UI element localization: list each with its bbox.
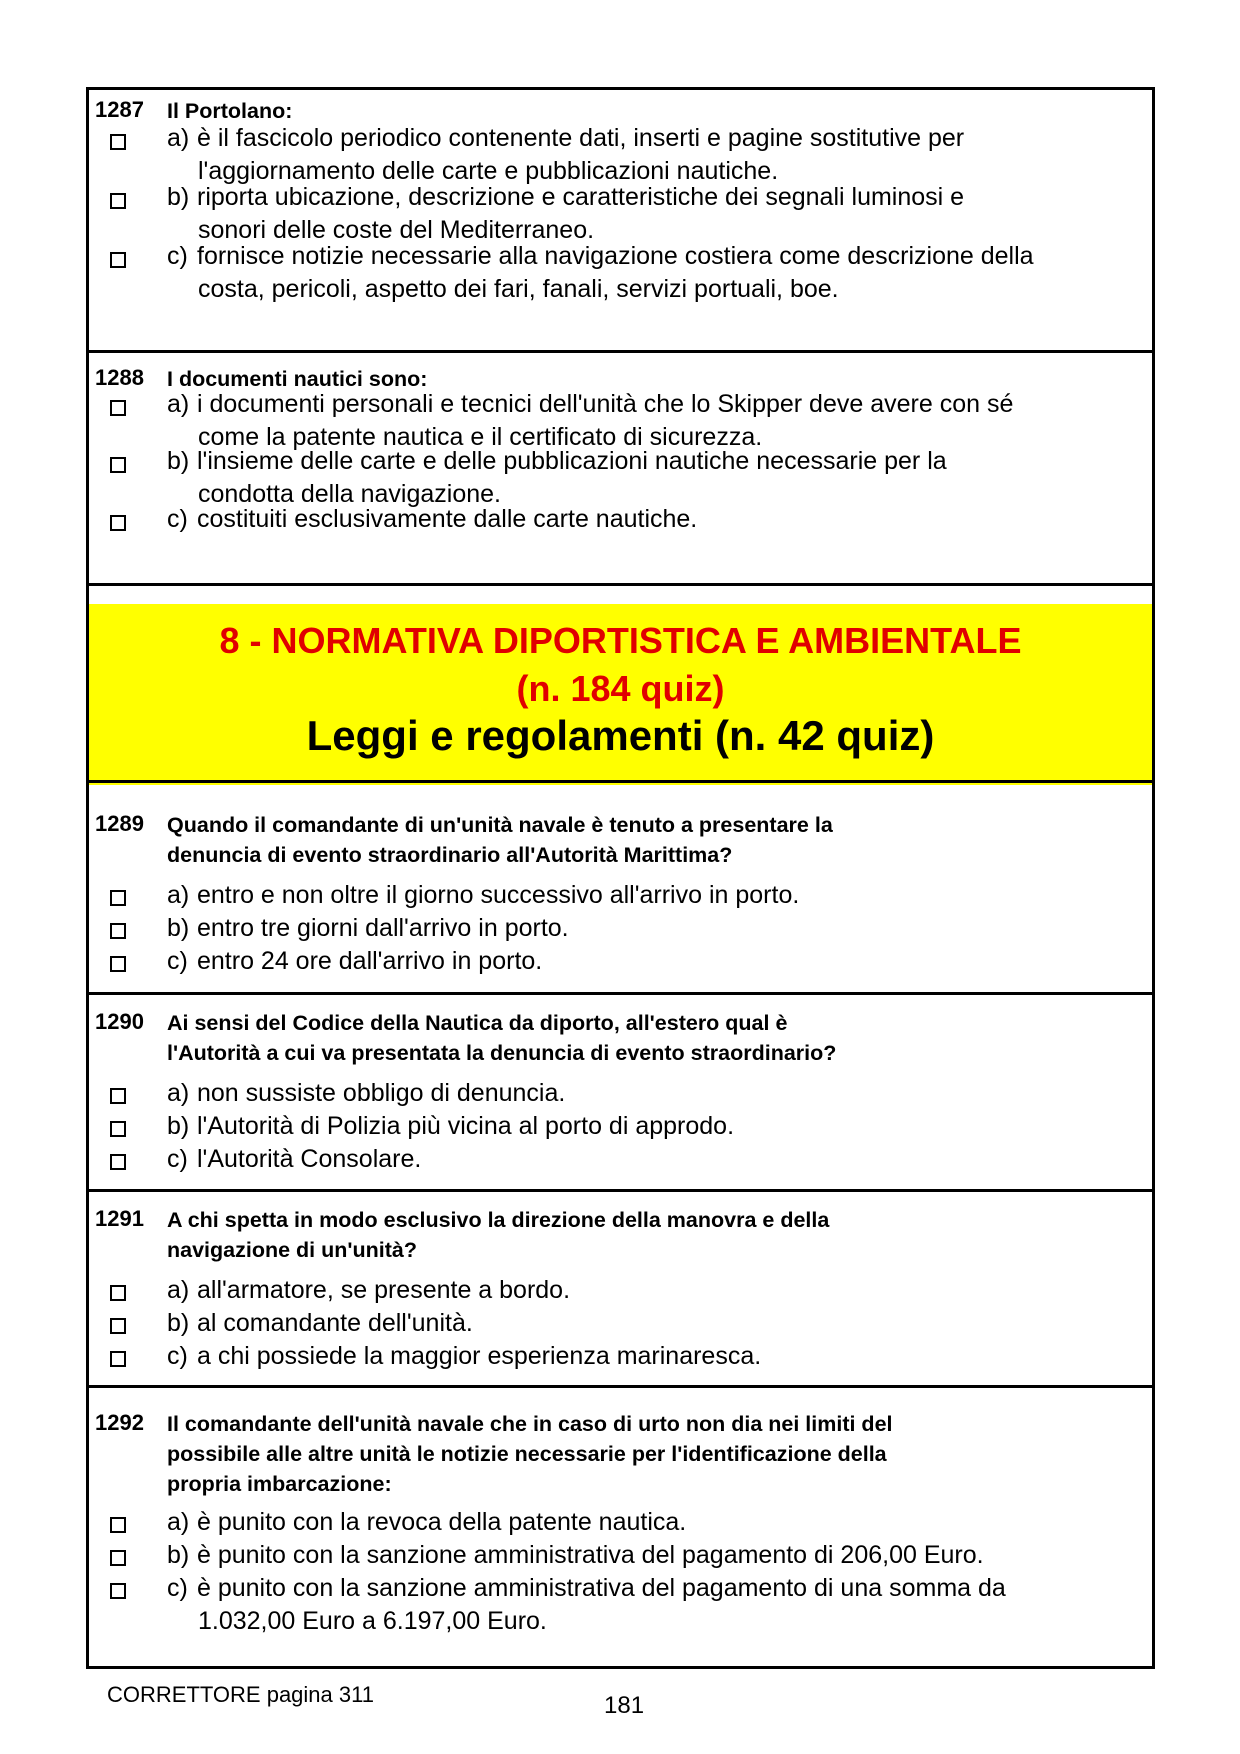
answer-checkbox-a[interactable] bbox=[110, 134, 126, 150]
option-a: a) non sussiste obbligo di denuncia. bbox=[167, 1079, 566, 1107]
section-title: 8 - NORMATIVA DIPORTISTICA E AMBIENTALE bbox=[219, 620, 1022, 661]
option-b: b) l'Autorità di Polizia più vicina al porto di approdo. bbox=[167, 1112, 735, 1140]
answer-checkbox-a[interactable] bbox=[110, 400, 126, 416]
question-text: I documenti nautici sono: bbox=[167, 367, 428, 391]
answer-checkbox-b[interactable] bbox=[110, 193, 126, 209]
answer-checkbox-c[interactable] bbox=[110, 1351, 126, 1367]
answer-checkbox-a[interactable] bbox=[110, 1517, 126, 1533]
question-number: 1289 bbox=[95, 811, 144, 836]
option-a: a) i documenti personali e tecnici dell'unità che lo Skipper deve avere con sé come la patente nautica e il certificato di sicurezza. bbox=[167, 390, 1014, 451]
divider bbox=[89, 1189, 1152, 1192]
question-number: 1291 bbox=[95, 1206, 144, 1231]
subsection-title: Leggi e regolamenti (n. 42 quiz) bbox=[306, 712, 935, 759]
option-b: b) l'insieme delle carte e delle pubblicazioni nautiche necessarie per la condotta della navigazione. bbox=[167, 447, 947, 508]
section-count: (n. 184 quiz) bbox=[516, 668, 725, 709]
question-number: 1290 bbox=[95, 1009, 144, 1034]
footer-answer-key-ref: CORRETTORE pagina 311 bbox=[107, 1682, 374, 1707]
question-number: 1287 bbox=[95, 97, 144, 122]
section-banner bbox=[89, 604, 1152, 785]
answer-checkbox-b[interactable] bbox=[110, 1550, 126, 1566]
answer-checkbox-b[interactable] bbox=[110, 1318, 126, 1334]
answer-checkbox-c[interactable] bbox=[110, 956, 126, 972]
question-number: 1288 bbox=[95, 365, 144, 390]
option-b: b) riporta ubicazione, descrizione e caratteristiche dei segnali luminosi e sonori delle coste del Mediterraneo. bbox=[167, 183, 965, 244]
question-text: A chi spetta in modo esclusivo la direzione della manovra e della navigazione di un'unità? bbox=[167, 1208, 830, 1262]
answer-checkbox-c[interactable] bbox=[110, 515, 126, 531]
question-text: Il comandante dell'unità navale che in caso di urto non dia nei limiti del possibile alle altre unità le notizie necessarie per l'identificazione della propria imbarcazione: bbox=[167, 1412, 893, 1496]
option-c: c) è punito con la sanzione amministrativa del pagamento di una somma da 1.032,00 Euro a 6.197,00 Euro. bbox=[167, 1574, 1006, 1635]
answer-checkbox-a[interactable] bbox=[110, 890, 126, 906]
divider bbox=[89, 583, 1152, 586]
quiz-frame bbox=[86, 87, 1155, 1669]
option-c: c) a chi possiede la maggior esperienza marinaresca. bbox=[167, 1342, 762, 1370]
question-text: Quando il comandante di un'unità navale è tenuto a presentare la denuncia di evento straordinario all'Autorità Marittima? bbox=[167, 813, 833, 867]
answer-checkbox-c[interactable] bbox=[110, 1583, 126, 1599]
option-c: c) costituiti esclusivamente dalle carte nautiche. bbox=[167, 505, 698, 533]
option-b: b) al comandante dell'unità. bbox=[167, 1309, 473, 1337]
page-number: 181 bbox=[604, 1692, 645, 1719]
divider bbox=[89, 992, 1152, 995]
answer-checkbox-b[interactable] bbox=[110, 457, 126, 473]
option-c: c) entro 24 ore dall'arrivo in porto. bbox=[167, 947, 543, 975]
answer-checkbox-b[interactable] bbox=[110, 923, 126, 939]
option-c: c) l'Autorità Consolare. bbox=[167, 1145, 422, 1173]
answer-checkbox-c[interactable] bbox=[110, 1154, 126, 1170]
option-b: b) entro tre giorni dall'arrivo in porto. bbox=[167, 914, 569, 942]
question-number: 1292 bbox=[95, 1410, 144, 1435]
answer-checkbox-a[interactable] bbox=[110, 1285, 126, 1301]
option-a: a) è il fascicolo periodico contenente dati, inserti e pagine sostitutive per l'aggiornamento delle carte e pubblicazioni nautiche. bbox=[167, 124, 965, 185]
question-text: Il Portolano: bbox=[167, 99, 293, 123]
question-text: Ai sensi del Codice della Nautica da diporto, all'estero qual è l'Autorità a cui va presentata la denuncia di evento straordinario? bbox=[167, 1011, 837, 1065]
answer-checkbox-a[interactable] bbox=[110, 1088, 126, 1104]
answer-checkbox-b[interactable] bbox=[110, 1121, 126, 1137]
option-a: a) è punito con la revoca della patente nautica. bbox=[167, 1508, 687, 1536]
divider bbox=[89, 780, 1152, 783]
divider bbox=[89, 1385, 1152, 1388]
option-b: b) è punito con la sanzione amministrativa del pagamento di 206,00 Euro. bbox=[167, 1541, 984, 1569]
answer-checkbox-c[interactable] bbox=[110, 252, 126, 268]
divider bbox=[89, 350, 1152, 353]
option-c: c) fornisce notizie necessarie alla navigazione costiera come descrizione della costa, pericoli, aspetto dei fari, fanali, servizi portuali, boe. bbox=[167, 242, 1034, 303]
option-a: a) entro e non oltre il giorno successivo all'arrivo in porto. bbox=[167, 881, 800, 909]
option-a: a) all'armatore, se presente a bordo. bbox=[167, 1276, 571, 1304]
